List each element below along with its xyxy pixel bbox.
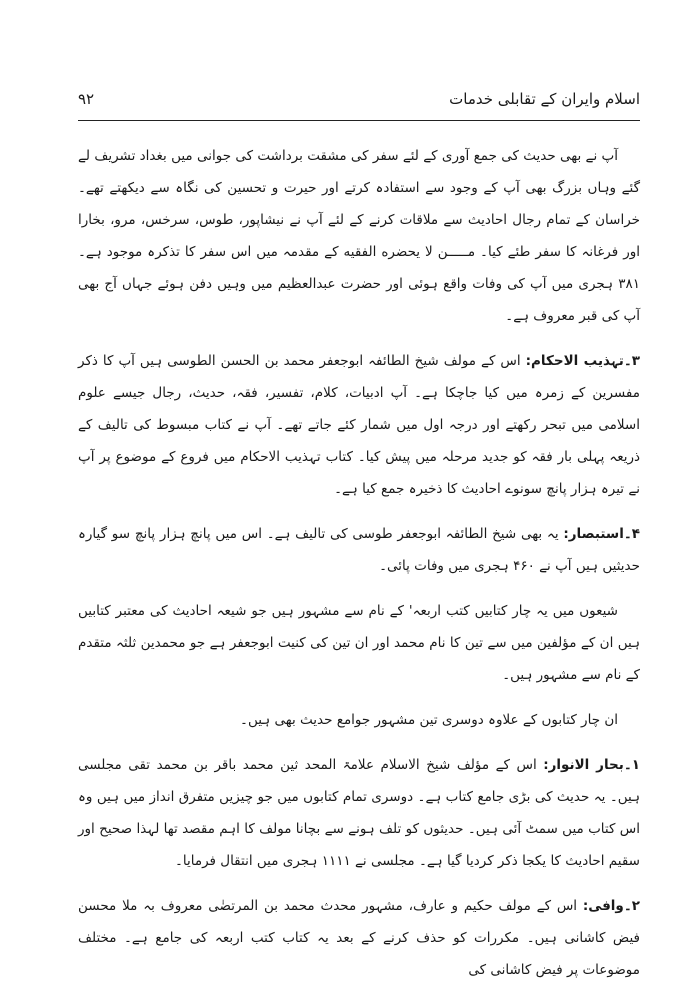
paragraph-text: یہ بھی شیخ الطائفہ ابوجعفر طوسی کی تالیف ہے۔ اس میں پانچ ہزار پانچ سو گیارہ حدیثیں ہیں آپ نے ۴۶۰ ہجری میں وفات پائی۔ [78,526,640,574]
paragraph-tahdhib [78,345,640,505]
section-term: بحار الانوار: [543,757,624,773]
page-number: ۹۲ [78,90,95,108]
paragraph-kutub-arbaa [78,595,640,691]
section-number: ۳۔ [623,353,640,369]
section-number: ۴۔ [623,526,640,542]
paragraph-text: آپ نے بھی حدیث کی جمع آوری کے لئے سفر کی مشقت برداشت کی جوانی میں بغداد تشریف لے گئے وہاں بزرگ بھی آپ کے وجود سے استفادہ کرتے اور حیرت و تحسین کی نگاہ سے دیکھتے تھے۔ خراسان کے تمام رجال احادیث سے ملاقات کرنے کے لئے آپ نے نیشاپور، طوس، سرخس، مرو، بخارا اور فرغانہ کا سفر طئے کیا۔ مـــــن لا یحضره الفقیه کے مقدمہ میں اس سفر کا تذکرہ موجود ہے۔ ۳۸۱ ہجری میں آپ کی وفات واقع ہوئی اور حضرت عبدالعظیم میں وہیں دفن ہوئے جہاں آج بھی آپ کی قبر معروف ہے۔ [78,148,640,324]
paragraph-text: اس کے مولف شیخ الطائفہ ابوجعفر محمد بن الحسن الطوسی ہیں آپ کا ذکر مفسرین کے زمرہ میں کیا جاچکا ہے۔ آپ ادبیات، کلام، تفسیر، فقہ، حدیث، رجال جیسے علوم اسلامی میں تبحر رکھتے اور درجہ اول میں شمار کئے جاتے تھے۔ آپ نے کتاب مبسوط کی تالیف کے ذریعہ پہلی بار فقہ کو جدید مرحلہ میں پیش کیا۔ کتاب تہذیب الاحکام میں فروع کے موضوع پر آپ نے تیرہ ہزار پانچ سونوے احادیث کا ذخیرہ جمع کیا ہے۔ [78,353,640,497]
paragraph-1 [78,140,640,332]
section-term: وافی: [582,898,624,914]
paragraph-text: ان چار کتابوں کے علاوہ دوسری تین مشہور جوامع حدیث بھی ہیں۔ [240,712,618,728]
section-number: ۱۔ [623,757,640,773]
header-rule [78,120,640,121]
paragraph-text: شیعوں میں یہ چار کتابیں کتب اربعہ' کے نام سے مشہور ہیں جو شیعہ احادیث کی معتبر کتابیں ہیں ان کے مؤلفین میں سے تین کا نام محمد اور ان تین کی کنیت ابوجعفر ہے جو محمدین ثلثہ متقدم کے نام سے مشہور ہیں۔ [78,603,640,683]
paragraph-istibsar [78,518,640,582]
paragraph-wafi [78,890,640,986]
paragraph-text: اس کے مؤلف شیخ الاسلام علامۃ المحد ثین محمد باقر بن محمد تقی مجلسی ہیں۔ یہ حدیث کی بڑی جامع کتاب ہے۔ دوسری تمام کتابوں میں جو چیزیں متفرق انداز میں ہیں وہ اس کتاب میں سمٹ آئی ہیں۔ حدیثوں کو تلف ہونے سے بچانا مولف کا اہم مقصد تھا لہذا صحیح اور سقیم احادیث کا یکجا ذکر کردیا گیا ہے۔ مجلسی نے ۱۱۱۱ ہجری میں انتقال فرمایا۔ [78,757,640,869]
section-term: استبصار: [563,526,624,542]
body-text [78,140,640,999]
page-header [78,88,640,116]
paragraph-other-jawami [78,704,640,736]
paragraph-text: اس کے مولف حکیم و عارف، مشہور محدث محمد بن المرتضٰی معروف بہ ملا محسن فیض کاشانی ہیں۔ مکررات کو حذف کرنے کے بعد یہ کتاب کتب اربعہ کی جامع ہے۔ مختلف موضوعات پر فیض کاشانی کی [78,898,640,978]
section-number: ۲۔ [623,898,640,914]
paragraph-bihar [78,749,640,877]
section-term: تہذیب الاحکام: [525,353,624,369]
running-title: اسلام وایران کے تقابلی خدمات [449,90,640,108]
